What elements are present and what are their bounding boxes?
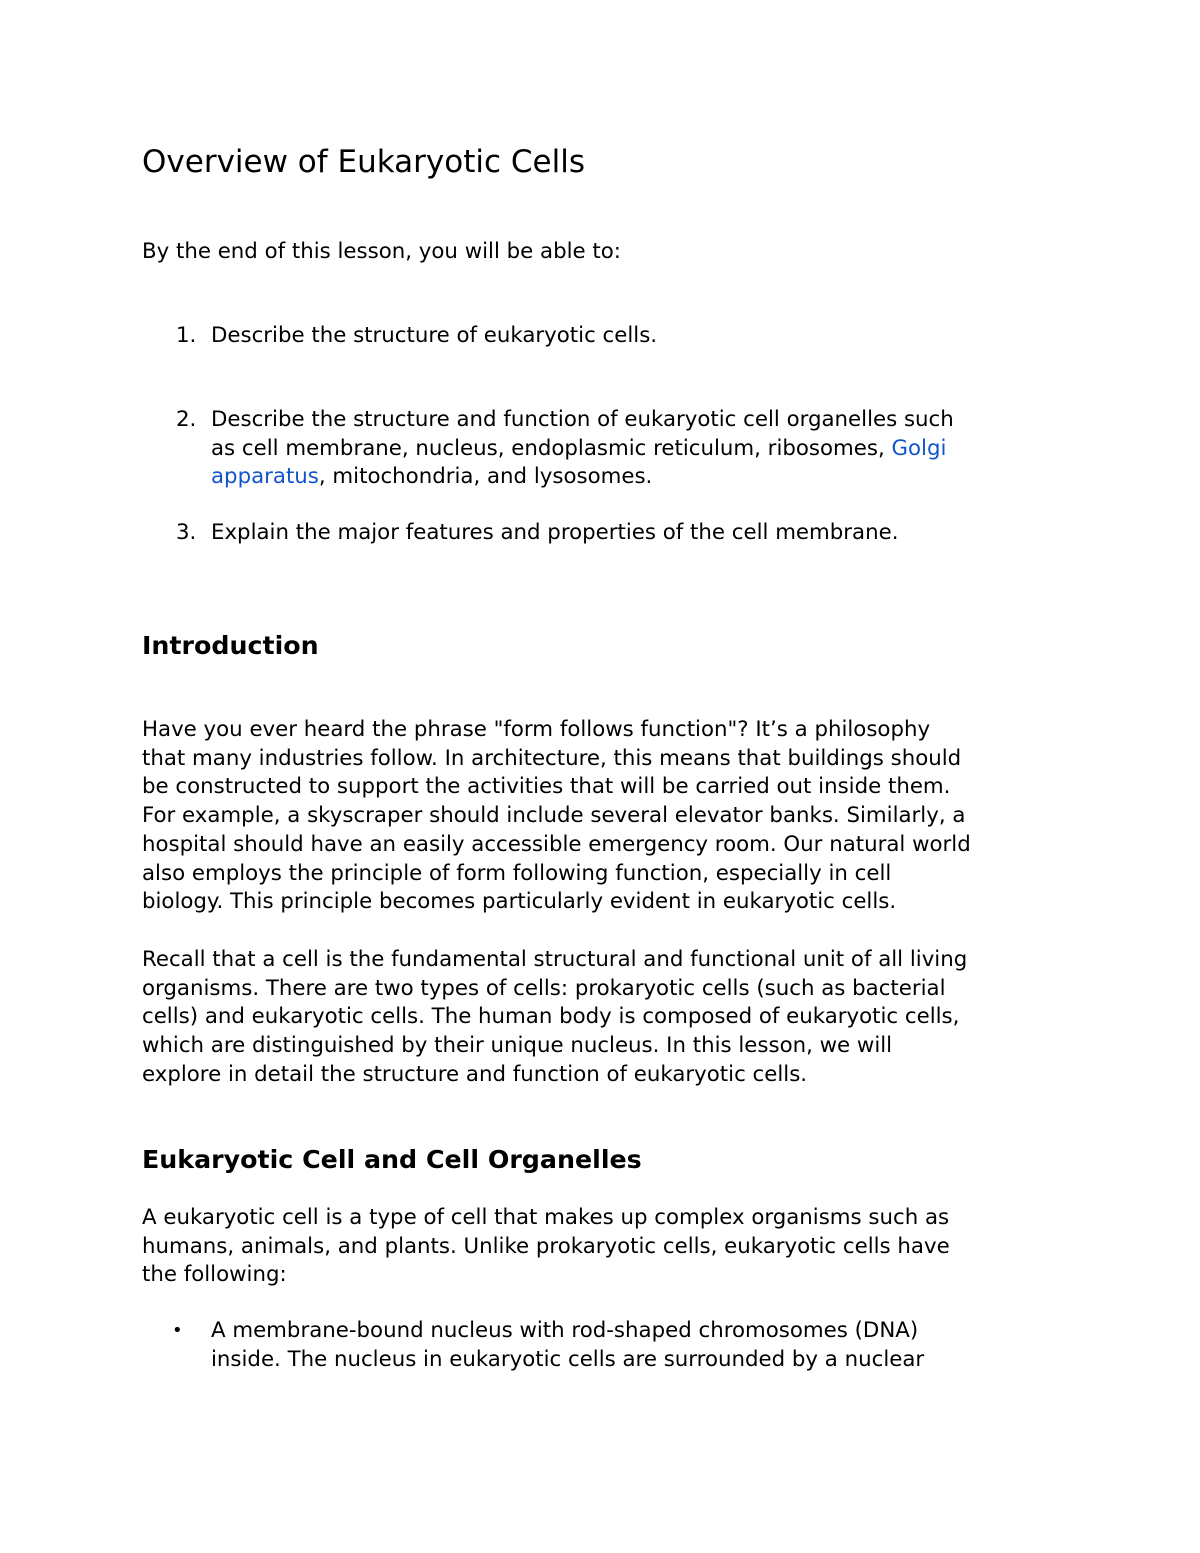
text-line: explore in detail the structure and function of eukaryotic cells.: [142, 1061, 808, 1087]
bullet-icon: •: [172, 1320, 183, 1341]
text-line: Explain the major features and properties of the cell membrane.: [211, 520, 899, 545]
list-number: 3.: [176, 520, 197, 545]
text-line: that many industries follow. In architecture, this means that buildings should: [142, 745, 962, 771]
text-line: biology. This principle becomes particularly evident in eukaryotic cells.: [142, 889, 897, 915]
text-line: By the end of this lesson, you will be able to:: [142, 239, 621, 264]
paragraph: [142, 716, 1072, 917]
text-line: Describe the structure of eukaryotic cells.: [211, 323, 658, 348]
text-line: cells) and eukaryotic cells. The human body is composed of eukaryotic cells,: [142, 1004, 960, 1030]
text-line: humans, animals, and plants. Unlike prokaryotic cells, eukaryotic cells have: [142, 1233, 950, 1259]
text-line: [211, 463, 954, 492]
text-line: organisms. There are two types of cells: prokaryotic cells (such as bacterial: [142, 975, 946, 1001]
text-line: Have you ever heard the phrase "form follows function"? It’s a philosophy: [142, 717, 931, 742]
golgi-apparatus-link-continued[interactable]: apparatus: [211, 464, 319, 490]
list-text: [211, 1317, 924, 1374]
paragraph: [142, 1204, 1072, 1290]
text-line: A membrane-bound nucleus with rod-shaped chromosomes (DNA): [211, 1318, 919, 1343]
text-segment: , mitochondria, and lysosomes.: [318, 464, 653, 490]
list-number: 2.: [176, 407, 197, 432]
list-text: [211, 519, 898, 548]
text-line: also employs the principle of form following function, especially in cell: [142, 860, 892, 886]
document-title: Overview of Eukaryotic Cells: [142, 144, 585, 180]
golgi-apparatus-link[interactable]: Golgi: [891, 435, 947, 461]
text-line: which are distinguished by their unique nucleus. In this lesson, we will: [142, 1033, 893, 1059]
text-line: the following:: [142, 1262, 287, 1288]
paragraph: [142, 946, 1072, 1090]
text-line: [211, 435, 954, 464]
text-line: For example, a skyscraper should include several elevator banks. Similarly, a: [142, 803, 966, 829]
list-number: 1.: [176, 323, 197, 348]
list-text: [211, 406, 954, 492]
section-heading-eukaryotic-cell: Eukaryotic Cell and Cell Organelles: [142, 1145, 642, 1174]
text-line: Describe the structure and function of eukaryotic cell organelles such: [211, 407, 954, 432]
text-line: hospital should have an easily accessible emergency room. Our natural world: [142, 831, 971, 857]
section-heading-introduction: Introduction: [142, 631, 319, 660]
text-line: be constructed to support the activities that will be carried out inside them.: [142, 774, 951, 800]
text-segment: as cell membrane, nucleus, endoplasmic reticulum, ribosomes,: [211, 435, 892, 461]
text-line: A eukaryotic cell is a type of cell that makes up complex organisms such as: [142, 1205, 950, 1230]
text-line: inside. The nucleus in eukaryotic cells are surrounded by a nuclear: [211, 1346, 925, 1372]
list-text: [211, 322, 657, 351]
objectives-intro: [142, 238, 1072, 267]
text-line: Recall that a cell is the fundamental structural and functional unit of all living: [142, 947, 968, 972]
